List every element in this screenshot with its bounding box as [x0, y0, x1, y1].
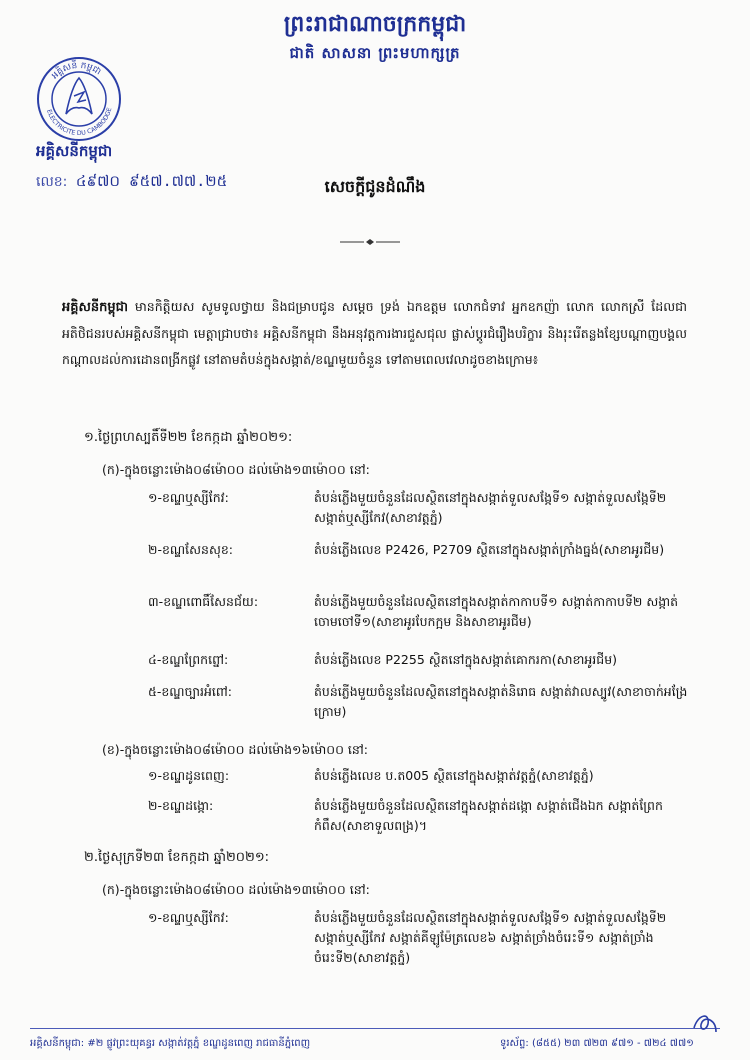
district-name: ១-ខណ្ឌឬស្សីកែវ: [148, 490, 229, 505]
national-motto: ជាតិ សាសនា ព្រះមហាក្សត្រ [289, 44, 461, 62]
intro-org: អគ្គិសនីកម្ពុជា [62, 300, 129, 315]
affected-area-description: តំបន់ភ្លើងលេខ P2255 ស្ថិតនៅក្នុងសង្កាត់គោករកា(សាខាអូរជីម) [314, 652, 618, 667]
district-name: ១-ខណ្ឌឬស្សីកែវ: [148, 910, 229, 925]
seal-top-text: អគ្គិសនី កម្ពុជា [50, 60, 103, 82]
reference-value: ៤៩៧០ ៩៥៧.៧៧.២៥ [75, 172, 228, 190]
time-slot: (ខ)-ក្នុងចន្លោះម៉ោង០៨ម៉ោ០០ ដល់ម៉ោង១៦ម៉ោ០០ នៅ: [102, 742, 368, 757]
schedule-date: ១.ថ្ងៃព្រហស្បតិ៍ទី២២ ខែកក្កដា ឆ្នាំ២០២១: [84, 430, 293, 445]
district-name: ៥-ខណ្ឌច្បារអំពៅ: [148, 684, 232, 699]
footer-address: អគ្គិសនីកម្ពុជា: #២ ផ្លូវព្រះយុគន្ធរ សង្កាត់វត្តភ្នំ ខណ្ឌដូនពេញ រាជធានីភ្នំពេញ [30, 1038, 311, 1049]
schedule-date: ២.ថ្ងៃសុក្រទី២៣ ខែកក្កដា ឆ្នាំ២០២១: [84, 850, 270, 865]
footer-divider [30, 1028, 720, 1029]
time-slot: (ក)-ក្នុងចន្លោះម៉ោង០៨ម៉ោ០០ ដល់ម៉ោង១៣ម៉ោ០០ នៅ: [102, 462, 370, 477]
handwritten-signature [690, 1008, 720, 1038]
title-divider-ornament [340, 238, 400, 246]
district-name: ២-ខណ្ឌដង្កោ: [148, 798, 214, 813]
district-name: ១-ខណ្ឌដូនពេញ: [148, 768, 230, 783]
district-name: ២-ខណ្ឌសែនសុខ: [148, 542, 234, 557]
edc-seal-logo [36, 56, 122, 142]
affected-area-description: តំបន់ភ្លើងលេខ P2426, P2709 ស្ថិតនៅក្នុងសង្កាត់ក្រាំងធ្នង់(សាខាអូរជីម) [314, 542, 665, 557]
reference-label: លេខ: [36, 174, 68, 190]
affected-area-description: តំបន់ភ្លើងមួយចំនួនដែលស្ថិតនៅក្នុងសង្កាត់និរោធ សង្កាត់វាលស្បូវ(សាខាចាក់អង្រែក្រោម) [314, 684, 688, 719]
seal-bottom-text: ELECTRICITE DU CAMBODGE [45, 106, 114, 138]
document-title: សេចក្ដីជូនដំណឹង [324, 177, 426, 196]
time-slot: (ក)-ក្នុងចន្លោះម៉ោង០៨ម៉ោ០០ ដល់ម៉ោង១៣ម៉ោ០០ នៅ: [102, 882, 370, 897]
district-name: ៣-ខណ្ឌពោធិ៍សែនជ័យ: [148, 594, 259, 609]
kingdom-title: ព្រះរាជាណាចក្រកម្ពុជា [283, 11, 467, 37]
affected-area-description: តំបន់ភ្លើងមួយចំនួនដែលស្ថិតនៅក្នុងសង្កាត់កាកាបទី១ សង្កាត់កាកាបទី២ សង្កាត់ចោមចៅទី១(សាខាអូរបែកក្អម និងសាខាអូរជីម) [314, 594, 679, 629]
affected-area-description: តំបន់ភ្លើងមួយចំនួនដែលស្ថិតនៅក្នុងសង្កាត់ដង្កោ សង្កាត់ជើងឯក សង្កាត់ព្រែកកំពឹស(សាខាទួលពង្រ)។ [314, 798, 663, 833]
affected-area-description: តំបន់ភ្លើងលេខ ប.ត005 ស្ថិតនៅក្នុងសង្កាត់វត្តភ្នំ(សាខាវត្តភ្នំ) [314, 768, 594, 783]
affected-area-description: តំបន់ភ្លើងមួយចំនួនដែលស្ថិតនៅក្នុងសង្កាត់ទួលសង្កែទី១ សង្កាត់ទួលសង្កែទី២ សង្កាត់ឬស្សីកែវ សង្កាត់គីឡូម៉ែត្រលេខ៦ សង្កាត់ច្រាំងចំរេះទី១ សង្កាត់ច្រាំងចំរេះទី២(សាខាវត្តភ្នំ) [314, 910, 667, 965]
district-name: ៤-ខណ្ឌព្រែកព្នៅ: [148, 652, 229, 667]
footer-phone: ទូរស័ព្ទ: (៨៥៥) ២៣ ៧២៣ ៩៧១ - ៧២៤ ៧៧១ [500, 1038, 694, 1049]
affected-area-description: តំបន់ភ្លើងមួយចំនួនដែលស្ថិតនៅក្នុងសង្កាត់ទួលសង្កែទី១ សង្កាត់ទួលសង្កែទី២ សង្កាត់ឬស្សីកែវ(សាខាវត្តភ្នំ) [314, 490, 667, 525]
intro-paragraph [62, 294, 687, 373]
sender-organization: អគ្គិសនីកម្ពុជា [36, 142, 113, 160]
intro-text: មានកិត្តិយស សូមទូលថ្វាយ និងជម្រាបជូន សម្ដេច ទ្រង់ ឯកឧត្តម លោកជំទាវ អ្នកឧកញ៉ា លោក លោកស្រី ដែលជាអតិថិជនរបស់អគ្គិសនីកម្ពុជា មេត្តាជ្រាបថា៖ អគ្គិសនីកម្ពុជា នឹងអនុវត្តការងារជួសជុល ផ្លាស់ប្ដូរជំរឿងបរិក្ខារ និងរុះរើតន្លងខ្សែបណ្ដាញបង្គលកណ្ដាលដល់ការដោនពង្រីកផ្លូវ នៅតាមតំបន់ក្នុងសង្កាត់/ខណ្ឌមួយចំនួន ទៅតាមពេលវេលាដូចខាងក្រោម៖ [62, 299, 687, 367]
